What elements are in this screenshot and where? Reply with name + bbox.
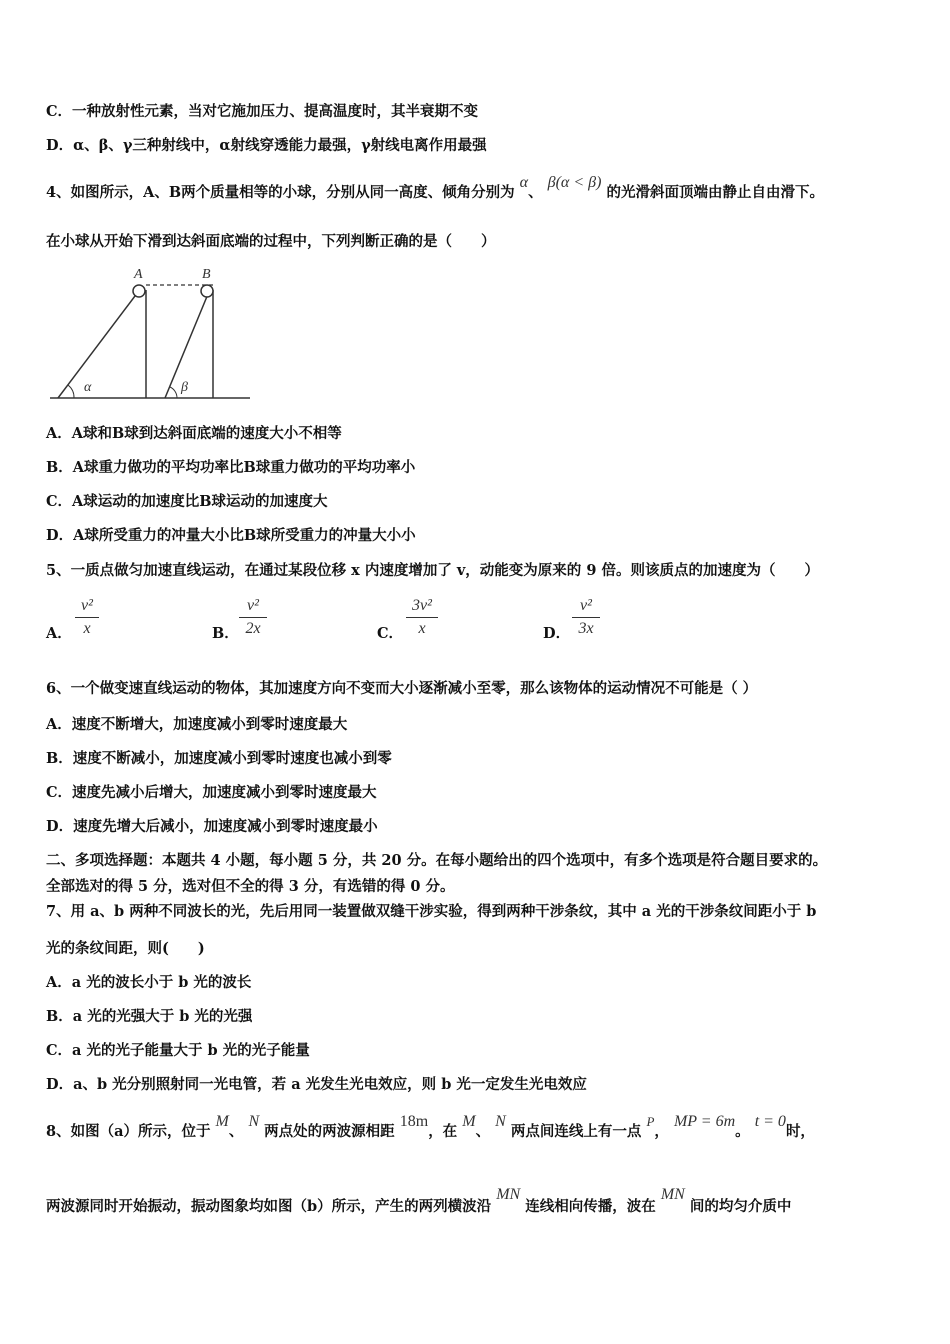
q4-stem-part-a: 4、如图所示，A、B两个质量相等的小球，分别从同一高度、倾角分别为 — [46, 184, 515, 201]
q8-line2-part-a: 两波源同时开始振动，振动图象均如图（b）所示，产生的两列横波沿 — [46, 1198, 492, 1215]
q6-option-b: B．速度不断减小，加速度减小到零时速度也减小到零 — [46, 750, 392, 767]
q4-beta-cond: β(α < β) — [547, 174, 602, 191]
fraction-bar — [406, 617, 438, 618]
q4-option-c: C．A球运动的加速度比B球运动的加速度大 — [46, 493, 328, 510]
q5-option-d-den: 3x — [578, 620, 594, 637]
q4-option-d: D．A球所受重力的冲量大小比B球所受重力的冲量大小小 — [46, 527, 416, 544]
q5-option-d-label: D． — [543, 625, 571, 642]
q3-option-c: C．一种放射性元素，当对它施加压力、提高温度时，其半衰期不变 — [46, 103, 479, 120]
label-b: B — [202, 267, 211, 282]
q8-part5: 时， — [785, 1123, 815, 1140]
section2-instructions-line2: 全部选对的得 5 分，选对但不全的得 3 分，有选错的得 0 分。 — [46, 878, 455, 895]
q4-stem-line2: 在小球从开始下滑到达斜面底端的过程中，下列判断正确的是（ ） — [46, 233, 496, 250]
q7-stem-line1: 7、用 a、b 两种不同波长的光，先后用同一装置做双缝干涉实验，得到两种干涉条纹，其中 a 光的干涉条纹间距小于 b — [46, 903, 817, 920]
q6-option-c: C．速度先减小后增大，加速度减小到零时速度最大 — [46, 784, 377, 801]
q8-part4: 两点间连线上有一点 — [510, 1123, 642, 1140]
q7-option-b: B．a 光的光强大于 b 光的光强 — [46, 1008, 253, 1025]
q7-option-c: C．a 光的光子能量大于 b 光的光子能量 — [46, 1042, 310, 1059]
q4-option-a: A．A球和B球到达斜面底端的速度大小不相等 — [46, 425, 342, 442]
angle-label-alpha: α — [84, 380, 92, 395]
angle-arc-b — [170, 387, 177, 398]
q6-option-d: D．速度先增大后减小，加速度减小到零时速度最小 — [46, 818, 378, 835]
q8-sep: 、 — [228, 1123, 244, 1140]
q5-option-d-fraction — [572, 597, 600, 638]
q8-time-zero: t = 0 — [754, 1113, 786, 1130]
q8-period: 。 — [735, 1123, 750, 1140]
q8-line2-part-b: 连线相向传播，波在 — [525, 1198, 656, 1215]
q8-stem-line2 — [46, 1186, 792, 1217]
q5-option-c-num: 3v² — [412, 597, 432, 614]
q5-option-a-fraction — [75, 597, 99, 638]
q8-distance: 18m — [399, 1113, 429, 1130]
q8-point-n-2: N — [495, 1113, 506, 1130]
angle-arc-a — [68, 385, 74, 398]
q8-mn-2: MN — [660, 1186, 685, 1203]
q5-option-c-label: C． — [377, 625, 404, 642]
q8-part2: 两点处的两波源相距 — [264, 1123, 395, 1140]
slope-a — [58, 292, 138, 398]
q4-alpha: α — [519, 174, 529, 191]
angle-label-beta: β — [181, 380, 188, 395]
fraction-bar — [239, 617, 267, 618]
q5-option-b-fraction — [239, 597, 267, 638]
q4-stem-line1 — [46, 174, 824, 203]
label-a: A — [134, 267, 143, 282]
q7-stem-line2: 光的条纹间距，则( ) — [46, 940, 205, 957]
q3-option-d: D．α、β、γ三种射线中，α射线穿透能力最强，γ射线电离作用最强 — [46, 137, 487, 154]
q5-option-c-den: x — [418, 620, 426, 637]
q7-option-a: A．a 光的波长小于 b 光的波长 — [46, 974, 252, 991]
q5-option-b-num: v² — [247, 597, 259, 614]
q4-sep: 、 — [528, 184, 543, 201]
q5-option-c-fraction — [406, 597, 438, 638]
q5-option-a-label: A． — [46, 625, 72, 642]
q8-part1: 8、如图（a）所示，位于 — [46, 1123, 211, 1140]
q8-point-p: P — [646, 1114, 655, 1129]
q5-option-b-den: 2x — [245, 620, 261, 637]
ball-b — [201, 285, 213, 297]
q6-stem: 6、一个做变速直线运动的物体，其加速度方向不变而大小逐渐减小至零，那么该物体的运动情况不可能是（ ） — [46, 680, 758, 697]
q8-point-m: M — [215, 1113, 229, 1130]
q8-part3: ，在 — [428, 1123, 458, 1140]
q5-stem: 5、一质点做匀加速直线运动，在通过某段位移 x 内速度增加了 v，动能变为原来的 9 倍。则该质点的加速度为（ ） — [46, 562, 819, 579]
q8-sep-2: 、 — [475, 1123, 491, 1140]
q4-stem-part-b: 的光滑斜面顶端由静止自由滑下。 — [606, 184, 824, 201]
q8-mn: MN — [496, 1186, 521, 1203]
q5-option-a-den: x — [83, 620, 91, 637]
q7-option-d: D．a、b 光分别照射同一光电管，若 a 光发生光电效应，则 b 光一定发生光电效应 — [46, 1076, 587, 1093]
q4-incline-figure — [50, 262, 260, 404]
fraction-bar — [75, 617, 99, 618]
q5-option-b-label: B． — [212, 625, 239, 642]
q5-option-d-num: v² — [580, 597, 592, 614]
section2-instructions-line1: 二、多项选择题：本题共 4 小题，每小题 5 分，共 20 分。在每小题给出的四个选项中，有多个选项是符合题目要求的。 — [46, 852, 828, 869]
fraction-bar — [572, 617, 600, 618]
q8-line2-part-c: 间的均匀介质中 — [689, 1198, 792, 1215]
q5-option-a-num: v² — [81, 597, 93, 614]
ball-a — [133, 285, 145, 297]
q8-mp-distance: MP = 6m — [673, 1113, 736, 1130]
q8-point-m-2: M — [462, 1113, 476, 1130]
q4-option-b: B．A球重力做功的平均功率比B球重力做功的平均功率小 — [46, 459, 416, 476]
q8-stem-line1 — [46, 1113, 815, 1142]
q6-option-a: A．速度不断增大，加速度减小到零时速度最大 — [46, 716, 348, 733]
q8-comma: ， — [654, 1123, 669, 1140]
q8-point-n: N — [248, 1113, 260, 1130]
